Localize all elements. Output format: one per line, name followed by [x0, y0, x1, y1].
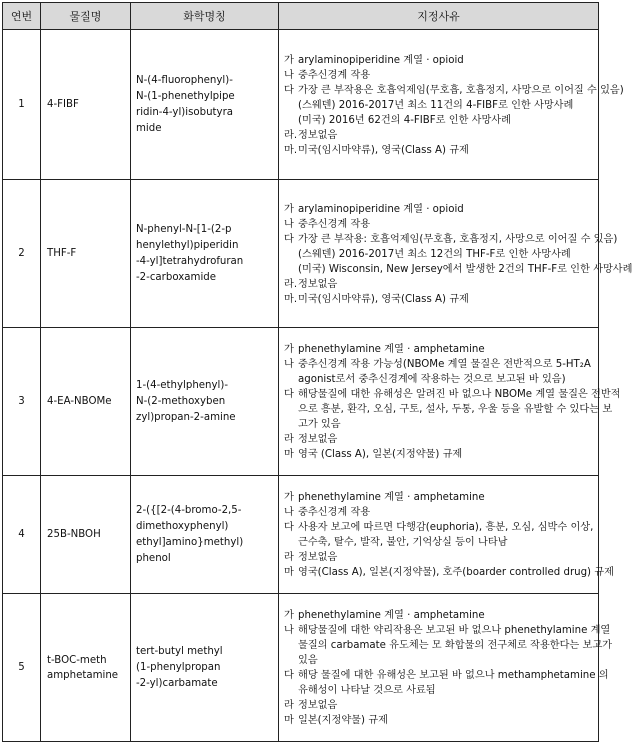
- reason-text: 고가 있음: [298, 419, 341, 430]
- reason-text: 정보없음: [298, 129, 338, 141]
- reason-line: [284, 698, 595, 713]
- substance-name-line: 4-FIBF: [47, 99, 79, 110]
- reason-text: 중추신경계 작용: [298, 218, 371, 230]
- reason-line: [284, 490, 595, 505]
- substance-name-line: amphetamine: [47, 669, 119, 681]
- reason-text: phenethylamine 계열 · amphetamine: [298, 344, 485, 355]
- chemical-name: [131, 30, 279, 180]
- reason-text: (미국) 2016년 62건의 4-FIBF로 인한 사망사례: [298, 114, 511, 126]
- reason-line: [284, 292, 595, 307]
- reason-text: (스웨덴) 2016-2017년 최소 12건의 THF-F로 인한 사망사례: [298, 248, 571, 260]
- designation-reason: [279, 594, 613, 742]
- reason-text: 일본(지정약물) 규제: [298, 715, 388, 726]
- reason-marker: 나: [284, 69, 294, 81]
- substance-name: [41, 328, 131, 476]
- chemical-name-line: phenol: [136, 552, 171, 564]
- chemical-name-line: ridin-4-yl)isobutyra: [136, 106, 234, 118]
- reason-text: 가장 큰 부작용은 호흡억제임(무호흡, 호흡정지, 사망으로 이어질 수 있음): [298, 84, 624, 96]
- reason-line: [284, 608, 595, 623]
- chemical-name-line: -2-carboxamide: [136, 271, 217, 283]
- substance-name-line: 25B-NBOH: [47, 529, 101, 540]
- reason-line: [284, 653, 595, 668]
- reason-marker: 라.: [284, 129, 298, 141]
- row-number: 2: [3, 180, 41, 328]
- reason-line: [284, 535, 595, 550]
- reason-text: 근수축, 탈수, 발작, 불안, 기억상실 등이 나타남: [298, 537, 508, 548]
- row-number: 4: [3, 476, 41, 594]
- header-row: [3, 3, 599, 30]
- chemical-name-line: -4-yl]tetrahydrofuran: [136, 255, 244, 267]
- chemical-name-line: (1-phenylpropan: [136, 661, 221, 673]
- reason-marker: 가: [284, 344, 294, 355]
- reason-line: [284, 217, 595, 232]
- reason-line: [284, 202, 595, 217]
- substance-name: [41, 476, 131, 594]
- reason-text: 가장 큰 부작용: 호흡억제임(무호흡, 호흡정지, 사망으로 이어질 수 있음): [298, 233, 618, 245]
- reason-line: [284, 505, 595, 520]
- reason-marker: 다: [284, 233, 294, 245]
- chemical-name: [131, 328, 279, 476]
- reason-marker: 마: [284, 567, 294, 578]
- designation-table: [2, 2, 632, 742]
- reason-line: [284, 402, 613, 417]
- substance-name-line: 4-EA-NBOMe: [47, 396, 112, 407]
- reason-marker: 나: [284, 625, 294, 636]
- chemical-name-line: tert-butyl methyl: [136, 645, 223, 657]
- table-row: [3, 30, 599, 180]
- reason-line: [284, 53, 595, 68]
- reason-text: 해당물질에 대한 유해성은 알려진 바 없으나 NBOMe 계열 물질은 전반적: [298, 389, 621, 400]
- reason-text: agonist로서 중추신경계에 작용하는 것으로 보고된 바 있음): [298, 374, 566, 385]
- chemical-name-line: henylethyl)piperidin: [136, 239, 239, 251]
- reason-line: [284, 143, 595, 158]
- header-chemical-name: 화학명칭: [131, 3, 279, 30]
- reason-text: phenethylamine 계열 · amphetamine: [298, 492, 485, 503]
- designation-reason: [279, 328, 621, 476]
- reason-marker: 나: [284, 218, 294, 230]
- table-row: [3, 180, 599, 328]
- chemical-name-line: N-(1-phenethylpipe: [136, 90, 235, 102]
- reason-text: 중추신경계 작용: [298, 507, 371, 518]
- table-row: [3, 328, 599, 476]
- reason-text: phenethylamine 계열 · amphetamine: [298, 610, 485, 621]
- substance-name-line: THF-F: [47, 248, 77, 259]
- designation-reason: [279, 476, 614, 594]
- substance-name: [41, 30, 131, 180]
- reason-marker: 라.: [284, 278, 298, 290]
- reason-marker: 마.: [284, 293, 298, 305]
- reason-text: 미국(임시마약류), 영국(Class A) 규제: [298, 144, 469, 156]
- reason-line: [284, 83, 624, 98]
- reason-line: [284, 447, 595, 462]
- row-number: 3: [3, 328, 41, 476]
- header-reason: 지정사유: [279, 3, 599, 30]
- reason-marker: 마: [284, 449, 294, 460]
- reason-line: [284, 387, 621, 402]
- reason-text: 중추신경계 작용 가능성(NBOMe 계열 물질은 전반적으로 5-HT₂A: [298, 359, 591, 370]
- chemical-name-line: zyl)propan-2-amine: [136, 411, 236, 423]
- reason-line: [284, 113, 595, 128]
- chemical-name-line: dimethoxyphenyl): [136, 520, 229, 532]
- reason-text: 해당 물질에 대한 유해성은 보고된 바 없으나 methamphetamine 의: [298, 670, 609, 681]
- reason-line: [284, 98, 595, 113]
- reason-marker: 마.: [284, 144, 298, 156]
- reason-text: arylaminopiperidine 계열 · opioid: [298, 54, 464, 66]
- row-number: 5: [3, 594, 41, 742]
- reason-line: [284, 683, 595, 698]
- header-no: 연번: [3, 3, 41, 30]
- reason-line: [284, 550, 595, 565]
- reason-marker: 가: [284, 492, 294, 503]
- reason-line: [284, 713, 595, 728]
- reason-line: [284, 247, 595, 262]
- reason-text: 영국(Class A), 일본(지정약물), 호주(boarder controlled drug) 규제: [298, 567, 614, 578]
- reason-marker: 가: [284, 610, 294, 621]
- substance-name: [41, 594, 131, 742]
- reason-line: [284, 432, 595, 447]
- reason-text: (스웨덴) 2016-2017년 최소 11건의 4-FIBF로 인한 사망사례: [298, 99, 574, 111]
- reason-line: [284, 623, 611, 638]
- header-substance-name: 물질명: [41, 3, 131, 30]
- reason-line: [284, 232, 618, 247]
- table-row: [3, 476, 599, 594]
- reason-text: 미국(임시마약류), 영국(Class A) 규제: [298, 293, 469, 305]
- chemical-name-line: N-(4-fluorophenyl)-: [136, 74, 233, 86]
- chemical-name-line: -2-yl)carbamate: [136, 677, 218, 689]
- reason-line: [284, 277, 595, 292]
- chemical-name-line: mide: [136, 122, 162, 134]
- chemical-name: [131, 476, 279, 594]
- reason-marker: 다: [284, 84, 294, 96]
- chemical-name-line: 2-({[2-(4-bromo-2,5-: [136, 504, 242, 516]
- reason-text: 해당물질에 대한 약리작용은 보고된 바 없으나 phenethylamine 계열: [298, 625, 611, 636]
- reason-text: 중추신경계 작용: [298, 69, 371, 81]
- reason-marker: 다: [284, 522, 294, 533]
- reason-text: 정보없음: [298, 700, 338, 711]
- reason-line: [284, 565, 614, 580]
- substance-name: [41, 180, 131, 328]
- reason-marker: 다: [284, 670, 294, 681]
- reason-marker: 가: [284, 203, 294, 215]
- chemical-name: [131, 594, 279, 742]
- reason-marker: 나: [284, 359, 294, 370]
- substance-name-line: t-BOC-meth: [47, 654, 107, 666]
- reason-text: (미국) Wisconsin, New Jersey에서 발생한 2건의 THF-F로 인한 사망사례: [298, 263, 632, 275]
- reason-line: [284, 342, 595, 357]
- reason-line: [284, 357, 595, 372]
- designation-reason: [279, 180, 632, 328]
- reason-line: [284, 417, 595, 432]
- reason-marker: 마: [284, 715, 294, 726]
- reason-text: 영국 (Class A), 일본(지정약물) 규제: [298, 449, 463, 460]
- reason-marker: 나: [284, 507, 294, 518]
- chemical-name-line: N-(2-methoxyben: [136, 395, 226, 407]
- reason-text: 정보없음: [298, 434, 338, 445]
- table-body: [3, 30, 632, 742]
- reason-text: 유해성이 나타날 것으로 사료됨: [298, 685, 436, 696]
- reason-text: 사용자 보고에 따르면 다행감(euphoria), 흥분, 오심, 심박수 이상,: [298, 522, 594, 533]
- reason-text: 정보없음: [298, 278, 338, 290]
- reason-line: [284, 128, 595, 143]
- reason-line: [284, 68, 595, 83]
- designation-reason: [279, 30, 624, 180]
- table-row: [3, 594, 599, 742]
- chemical-name: [131, 180, 279, 328]
- reason-marker: 라: [284, 552, 294, 563]
- reason-marker: 가: [284, 54, 294, 66]
- reason-line: [284, 520, 595, 535]
- reason-line: [284, 638, 613, 653]
- reason-text: 으로 흥분, 환각, 오심, 구토, 설사, 두통, 우울 등을 유발할 수 있다는 보: [298, 404, 613, 415]
- chemical-name-line: ethyl]amino}methyl): [136, 536, 244, 548]
- reason-marker: 다: [284, 389, 294, 400]
- reason-text: arylaminopiperidine 계열 · opioid: [298, 203, 464, 215]
- reason-text: 정보없음: [298, 552, 338, 563]
- reason-line: [284, 372, 595, 387]
- reason-text: 물질의 carbamate 유도체는 모 화합물의 전구체로 작용한다는 보고가: [298, 640, 613, 651]
- chemical-name-line: 1-(4-ethylphenyl)-: [136, 379, 229, 391]
- reason-marker: 라: [284, 700, 294, 711]
- row-number: 1: [3, 30, 41, 180]
- reason-line: [284, 668, 609, 683]
- chemical-name-line: N-phenyl-N-[1-(2-p: [136, 223, 232, 235]
- reason-text: 있음: [298, 655, 318, 666]
- reason-marker: 라: [284, 434, 294, 445]
- reason-line: [284, 262, 632, 277]
